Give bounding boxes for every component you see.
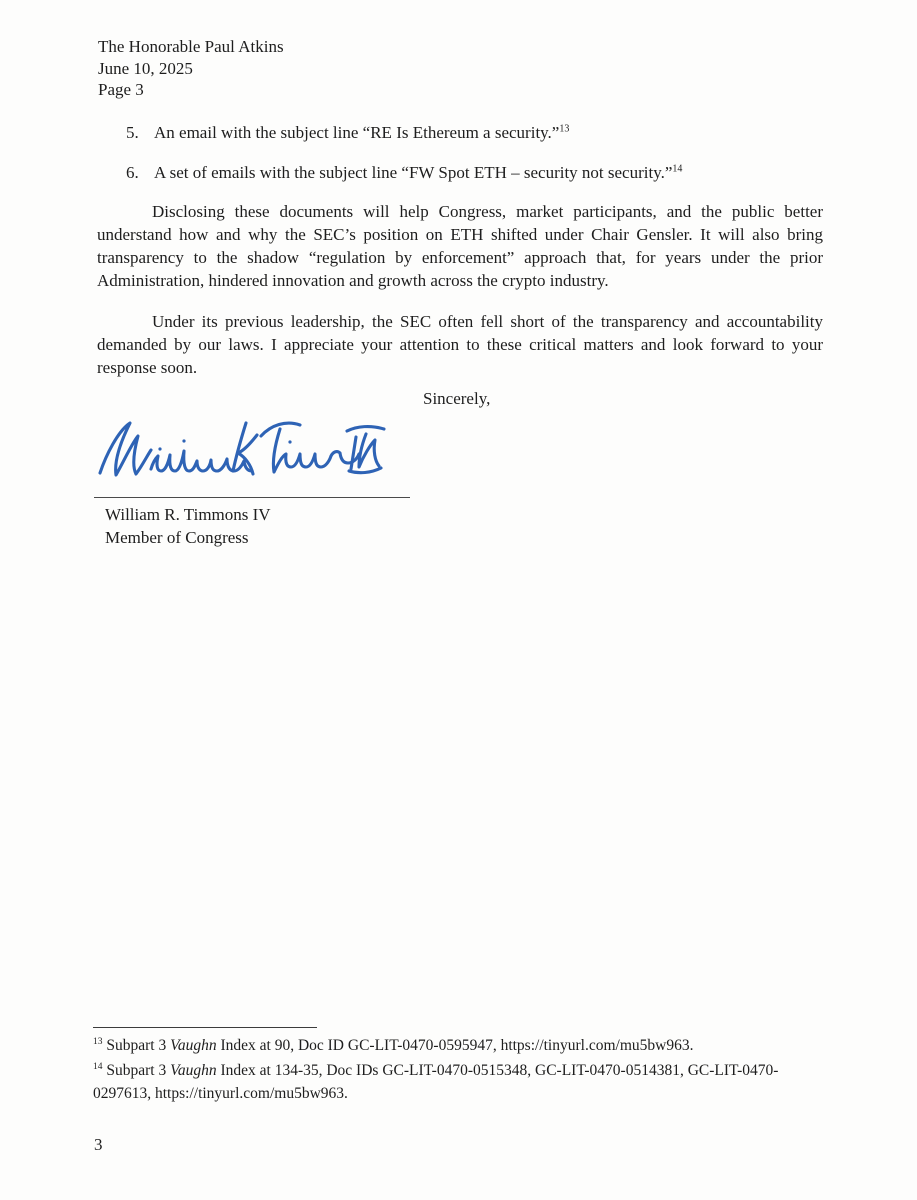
footnotes <box>93 1034 825 1107</box>
signer-title: Member of Congress <box>105 528 249 547</box>
footnote-13: $^{13}$ Subpart 3 Vaughn Index at 90, Doc ID GC-LIT-0470-0595947, https://tinyurl.com/mu5bw963. <box>93 1036 694 1054</box>
body-paragraph-2: Under its previous leadership, the SEC often fell short of the transparency and accountability demanded by our laws. I appreciate your attention to these critical matters and look forward to your response soon. <box>97 312 823 377</box>
list-item-number: 5. <box>126 123 139 142</box>
list-item-text: An email with the subject line “RE Is Ethereum a security.”$^{13}$ <box>154 123 570 142</box>
letter-header <box>98 36 284 101</box>
header-date: June 10, 2025 <box>98 58 193 78</box>
list-item-6 <box>126 163 826 183</box>
letter-body <box>97 200 823 397</box>
signature-line <box>94 497 410 498</box>
footnote-ref-14: 14 <box>672 163 683 175</box>
numbered-list <box>126 123 826 203</box>
closing-salutation: Sincerely, <box>423 389 491 408</box>
signature-block <box>105 503 271 549</box>
footnote-divider <box>93 1027 317 1028</box>
page-number: 3 <box>94 1135 103 1154</box>
signer-name: William R. Timmons IV <box>105 505 271 524</box>
header-recipient: The Honorable Paul Atkins <box>98 37 284 56</box>
footnote-14: $^{14}$ Subpart 3 Vaughn Index at 134-35, Doc IDs GC-LIT-0470-0515348, GC-LIT-0470-0514381, GC-LIT-0470-0297613, https://tinyurl.com/mu5bw963. <box>93 1061 779 1102</box>
handwritten-signature <box>94 413 396 499</box>
list-item-text: A set of emails with the subject line “FW Spot ETH – security not security.”$^{14}$ <box>154 163 683 182</box>
footnote-ref-13: 13 <box>559 123 570 135</box>
body-paragraph-1: Disclosing these documents will help Congress, market participants, and the public better understand how and why the SEC’s position on ETH shifted under Chair Gensler. It will also bring transparency to the shadow “regulation by enforcement” approach that, for years under the prior Administration, hindered innovation and growth across the crypto industry. <box>97 202 823 290</box>
list-item-5 <box>126 123 826 143</box>
list-item-number: 6. <box>126 163 139 182</box>
header-page-label: Page 3 <box>98 80 144 99</box>
